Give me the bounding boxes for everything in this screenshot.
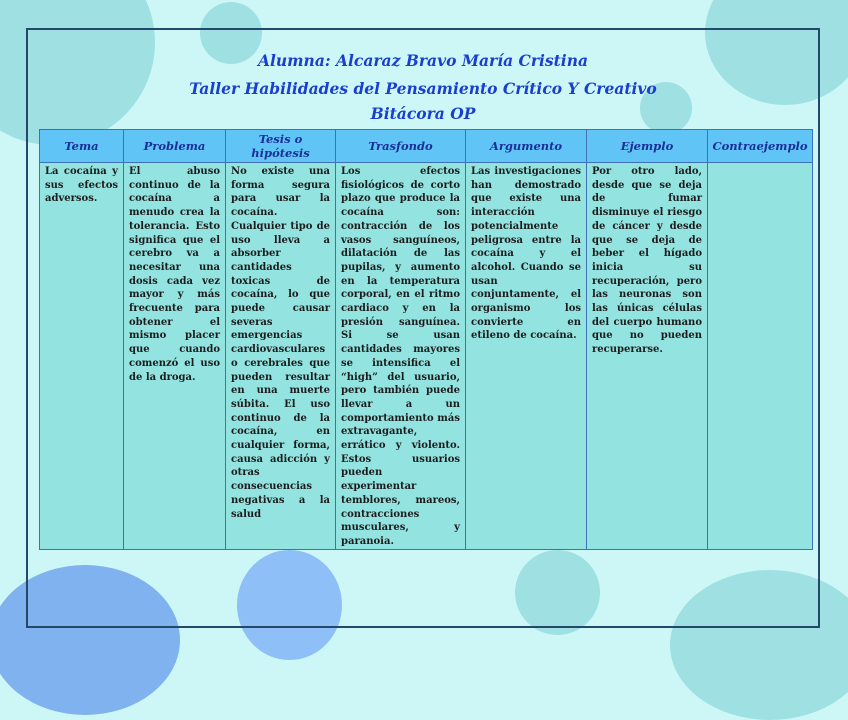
cell-trasfondo: Los efectos fisiológicos de corto plazo que produce la cocaína son: contracción de los vasos sanguíneos, dilatación de las pupilas, y aumento en la temperatura corporal, en el ritmo cardiaco y en la presión sanguínea. Si se usan cantidades mayores se intensifica el “high” del usuario, pero también puede llevar a un comportamiento más extravagante, errático y violento. Estos usuarios pueden experimentar temblores, mareos, contracciones musculares, y paranoia. [336,163,466,550]
column-header-tema: Tema [40,130,124,163]
log-table [39,129,813,550]
log-heading: Bitácora OP [370,104,476,123]
cell-contraejemplo [708,163,813,550]
student-name-heading: Alumna: Alcaraz Bravo María Cristina [257,51,589,70]
column-header-trasfondo: Trasfondo [336,130,466,163]
table-header-row [40,130,813,163]
column-header-contraejemplo: Contraejemplo [708,130,813,163]
workshop-heading: Taller Habilidades del Pensamiento Crítico Y Creativo [189,79,657,98]
column-header-argumento: Argumento [466,130,587,163]
table-row [40,163,813,550]
cell-argumento: Las investigaciones han demostrado que existe una interacción potencialmente peligrosa entre la cocaína y el alcohol. Cuando se usan conjuntamente, el organismo los convierte en etileno de cocaína. [466,163,587,550]
cell-tema: La cocaína y sus efectos adversos. [40,163,124,550]
cell-problema: El abuso continuo de la cocaína a menudo crea la tolerancia. Esto significa que el cerebro va a necesitar una dosis cada vez mayor y más frecuente para obtener el mismo placer que cuando comenzó el uso de la droga. [124,163,226,550]
cell-ejemplo: Por otro lado, desde que se deja de fumar disminuye el riesgo de cáncer y desde que se deja de beber el hígado inicia su recuperación, pero las neuronas son las únicas células del cuerpo humano que no pueden recuperarse. [587,163,708,550]
column-header-tesis: Tesis o hipótesis [226,130,336,163]
column-header-ejemplo: Ejemplo [587,130,708,163]
column-header-problema: Problema [124,130,226,163]
cell-tesis: No existe una forma segura para usar la cocaína. Cualquier tipo de uso lleva a absorber cantidades toxicas de cocaína, lo que puede causar severas emergencias cardiovasculares o cerebrales que pueden resultar en una muerte súbita. El uso continuo de la cocaína, en cualquier forma, causa adicción y otras consecuencias negativas a la salud [226,163,336,550]
